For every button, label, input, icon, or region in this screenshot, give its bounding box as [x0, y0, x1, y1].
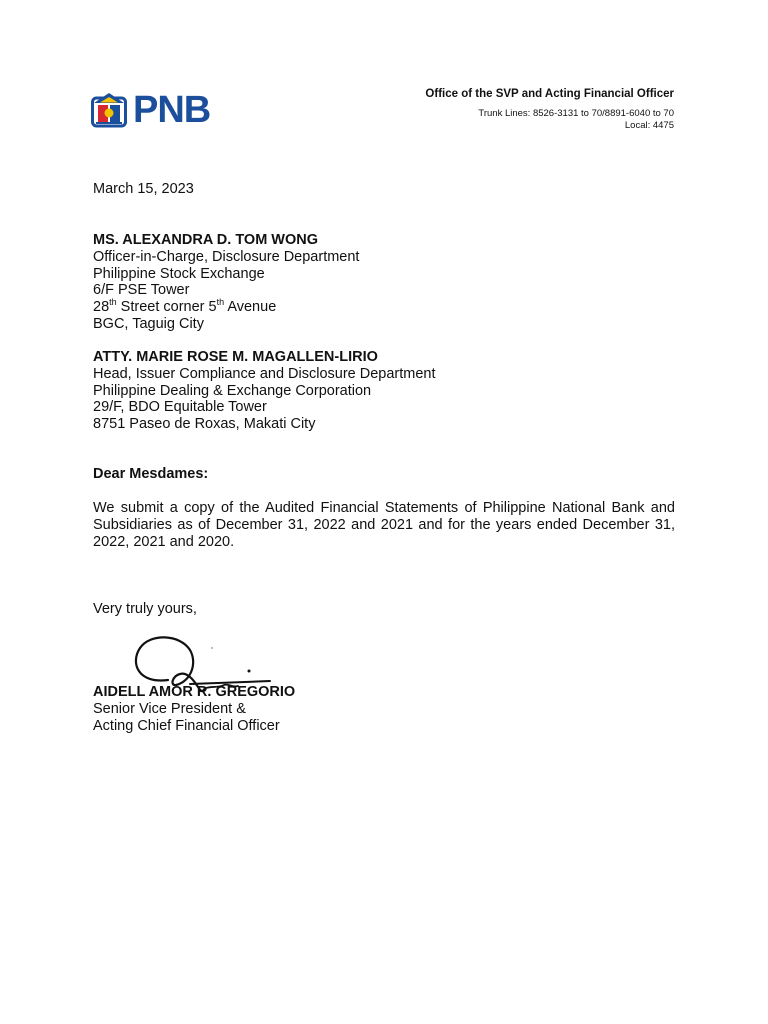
recipient-city: BGC, Taguig City — [93, 315, 204, 332]
logo-wordmark: PNB — [133, 89, 211, 131]
recipient-street: 8751 Paseo de Roxas, Makati City — [93, 416, 316, 433]
recipient-name: MS. ALEXANDRA D. TOM WONG — [93, 232, 319, 248]
signer-title-2: Acting Chief Financial Officer — [93, 717, 280, 734]
local-extension: Local: 4475 — [624, 119, 674, 131]
contact-info — [314, 108, 674, 131]
recipient-building: 29/F, BDO Equitable Tower — [93, 399, 267, 416]
recipient-block-1 — [93, 232, 693, 333]
recipient-title: Officer-in-Charge, Disclosure Department — [93, 248, 360, 265]
closing: Very truly yours, — [93, 601, 197, 617]
recipient-org: Philippine Dealing & Exchange Corporation — [93, 382, 372, 399]
signer-title-1: Senior Vice President & — [93, 700, 246, 717]
body-paragraph: We submit a copy of the Audited Financial Statements of Philippine National Bank and Subsidiaries as of December 31, 2022 and 2021 and for the years ended December 31, 2022, 2021 and 2020. — [93, 500, 675, 550]
letter-date: March 15, 2023 — [93, 181, 194, 197]
signature-block — [93, 684, 295, 734]
office-title: Office of the SVP and Acting Financial Officer — [425, 88, 674, 100]
recipient-street: 28th Street corner 5th Avenue — [93, 297, 277, 316]
salutation: Dear Mesdames: — [93, 466, 209, 482]
recipient-building: 6/F PSE Tower — [93, 282, 190, 299]
signer-name: AIDELL AMOR R. GREGORIO — [93, 684, 296, 700]
pnb-emblem-icon — [91, 92, 127, 128]
recipient-title: Head, Issuer Compliance and Disclosure Department — [93, 365, 436, 382]
pnb-logo — [91, 89, 211, 131]
recipient-block-2 — [93, 349, 693, 433]
recipient-org: Philippine Stock Exchange — [93, 265, 265, 282]
trunk-lines: Trunk Lines: 8526-3131 to 70/8891-6040 to 70 — [478, 108, 674, 119]
recipient-name: ATTY. MARIE ROSE M. MAGALLEN-LIRIO — [93, 349, 378, 365]
